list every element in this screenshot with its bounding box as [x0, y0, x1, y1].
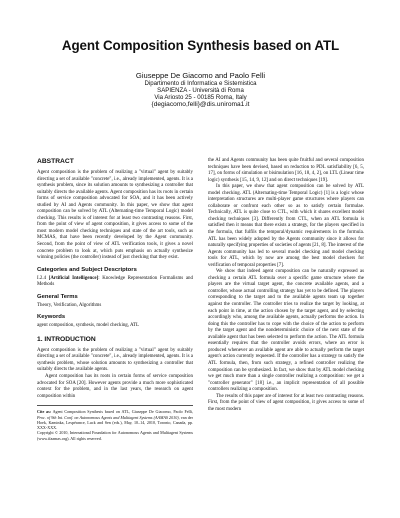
affiliation-line: Dipartimento di Informatica e Sistemistica: [144, 80, 257, 87]
ccs-text: [37, 276, 193, 289]
ccs-category: [Artificial Intelligence]: [48, 275, 99, 281]
intro-paragraph: Agent composition is the problem of realizing a "virtual" agent by suitably directing a set of available "concrete", i.e., already implemented, agents. It is a synthesis problem, whose solution amounts to synthesizing a controller that suitably directs the available agents.: [37, 347, 193, 373]
cite-label: Cite as:: [37, 409, 52, 415]
introduction-heading: 1. INTRODUCTION: [37, 335, 96, 343]
paper-title: Agent Composition Synthesis based on ATL: [61, 38, 340, 53]
abstract-text: Agent composition is the problem of realizing a "virtual" agent by suitably directing a set of available "concrete", i.e., already implemented, agents. It is a synthesis problem, since its solution amounts to synthesizing a controller that suitably directs the available agents. Agent composition has its roots in certain forms of service composition advocated for SOA, and it has been actively studied by AI and Agents community. In this paper, we show that agent composition can be solved by ATL (Alternating-time Temporal Logic) model checking. This results is of interest for at least two contrasting reasons. First, from the point of view of agent composition, it gives access to some of the most modern model checking techniques and state of the art tools, such as MCMAS, that have been recently developed by the Agent community. Second, from the point of view of ATL verification tools, it gives a novel concrete problem to look at, which puts emphasis on actually synthesize winning policies (the controller) instead of just checking that they exist.: [37, 170, 193, 261]
keywords-heading: Keywords: [37, 314, 66, 321]
affiliation-line: SAPIENZA - Università di Roma: [157, 87, 244, 95]
left-column: [37, 158, 193, 441]
author-names: Giuseppe De Giacomo and Paolo Felli: [135, 71, 266, 80]
ccs-heading: Categories and Subject Descriptors: [37, 266, 137, 273]
citation-note: [37, 409, 193, 430]
right-column: [208, 158, 364, 441]
body-paragraph: The results of this paper are of interest for at least two contrasting reasons. First, from the point of view of agent composition, it gives access to some of the most modern: [208, 393, 364, 412]
abstract-heading: ABSTRACT: [37, 158, 74, 165]
permission-block: [37, 405, 193, 441]
author-block: [37, 71, 364, 109]
ccs-description: : Knowledge Representation Formalisms and Methods: [37, 275, 193, 288]
keywords-text: agent composition, synthesis, model checking, ATL: [37, 323, 140, 329]
general-terms-text: Theory, Verification, Algorithms: [37, 302, 102, 308]
body-paragraph: In this paper, we show that agent composition can be solved by ATL model checking. ATL (Alternating-time Temporal Logic) [1] is a logic whose interpretation structures are multi-player game structures where players can collaborate or confront each other so as to satisfy certain formulae. Technically, ATL is quite close to CTL, with which it shares excellent model checking techniques [3]. Differently from CTL, when an ATL formula is satisfied then it means that there exists a strategy, for the players specified in the formula, that fulfils the temporal/dynamic requirements in the formula. ATL has been widely adopted by the Agents community since it allows for naturally specifying properties of societies of agents [21, 8]. The interest of the Agents community has led to several model checking and model checking tools for ATL, which by now are among the best model checkers for verification of temporal properties [7].: [208, 184, 364, 268]
body-paragraph: We show that indeed agent composition can be naturally expressed as checking a certain ATL formula over a specific game structure where the players are the virtual target agent, the concrete available agents, and a controller, whose actual controlling strategy has yet to be defined. The players corresponding to the target and to the available agents team up together against the controller. The controller tries to realize the target by looking, at each point in time, at the action chosen by the target agent, and by selecting accordingly who, among the available agents, actually performs the action. In doing this the controller has to cope with the choice of the action to perform by the target agent and the nondeterministic choice of the next state of the available agent that has been selected to perform the action. The ATL formula essentially requires that the controller avoids errors, where an error is produced whenever an available agent are able to actually perform the target agent's action currently requested. If the controller has a strategy to satisfy the ATL formula, then, from such strategy, a refined controller realizing the composition can be synthesized. In fact, we show that by ATL model checking we get much more than a single controller realizing a composition: we get a "controller generator" [18] i.e., an implicit representation of all possible controllers realizing a composition.: [208, 269, 364, 393]
author-email: {degiacomo,felli}@dis.uniroma1.it: [151, 101, 250, 109]
cite-details: , van der Hoek, Kaminka, Lespérance, Luck and Sen (eds.), May, 10–14, 2010, Toronto, Canada, pp. XXX-XXX.: [37, 414, 193, 431]
body-paragraph: the AI and Agents community has been quite fruitful and several composition techniques have been devised, based on reduction to PDL satisfiability [6, 5, 17], on forms of simulation or bisimulation [16, 18, 4, 2], on LTL (Linear time logic) synthesis [15, 14, 9, 12] and on direct techniques [19].: [208, 158, 364, 183]
ccs-code: I.2.4: [37, 275, 47, 281]
cite-venue: Proc. of 9th Int. Conf. on Autonomous Agents and Multiagent Systems (AAMAS 2010): [37, 414, 179, 420]
general-terms-heading: General Terms: [37, 293, 78, 300]
cite-text: Agent Composition Synthesis based on ATL, Giuseppe De Giacomo, Paolo Felli,: [51, 409, 193, 415]
intro-paragraph: Agent composition has its roots in certain forms of service composition advocated for SOA [20]. However agents provide a much more sophisticated context for the problem, and in the last years, the research on agent composition within: [37, 374, 193, 399]
two-column-body: [37, 158, 364, 441]
affiliation-line: Via Ariosto 25 - 00185 Roma, Italy: [154, 94, 247, 102]
copyright-note: Copyright © 2010, International Foundation for Autonomous Agents and Multiagent Systems (www.ifaamas.org). All rights reserved.: [37, 430, 193, 441]
